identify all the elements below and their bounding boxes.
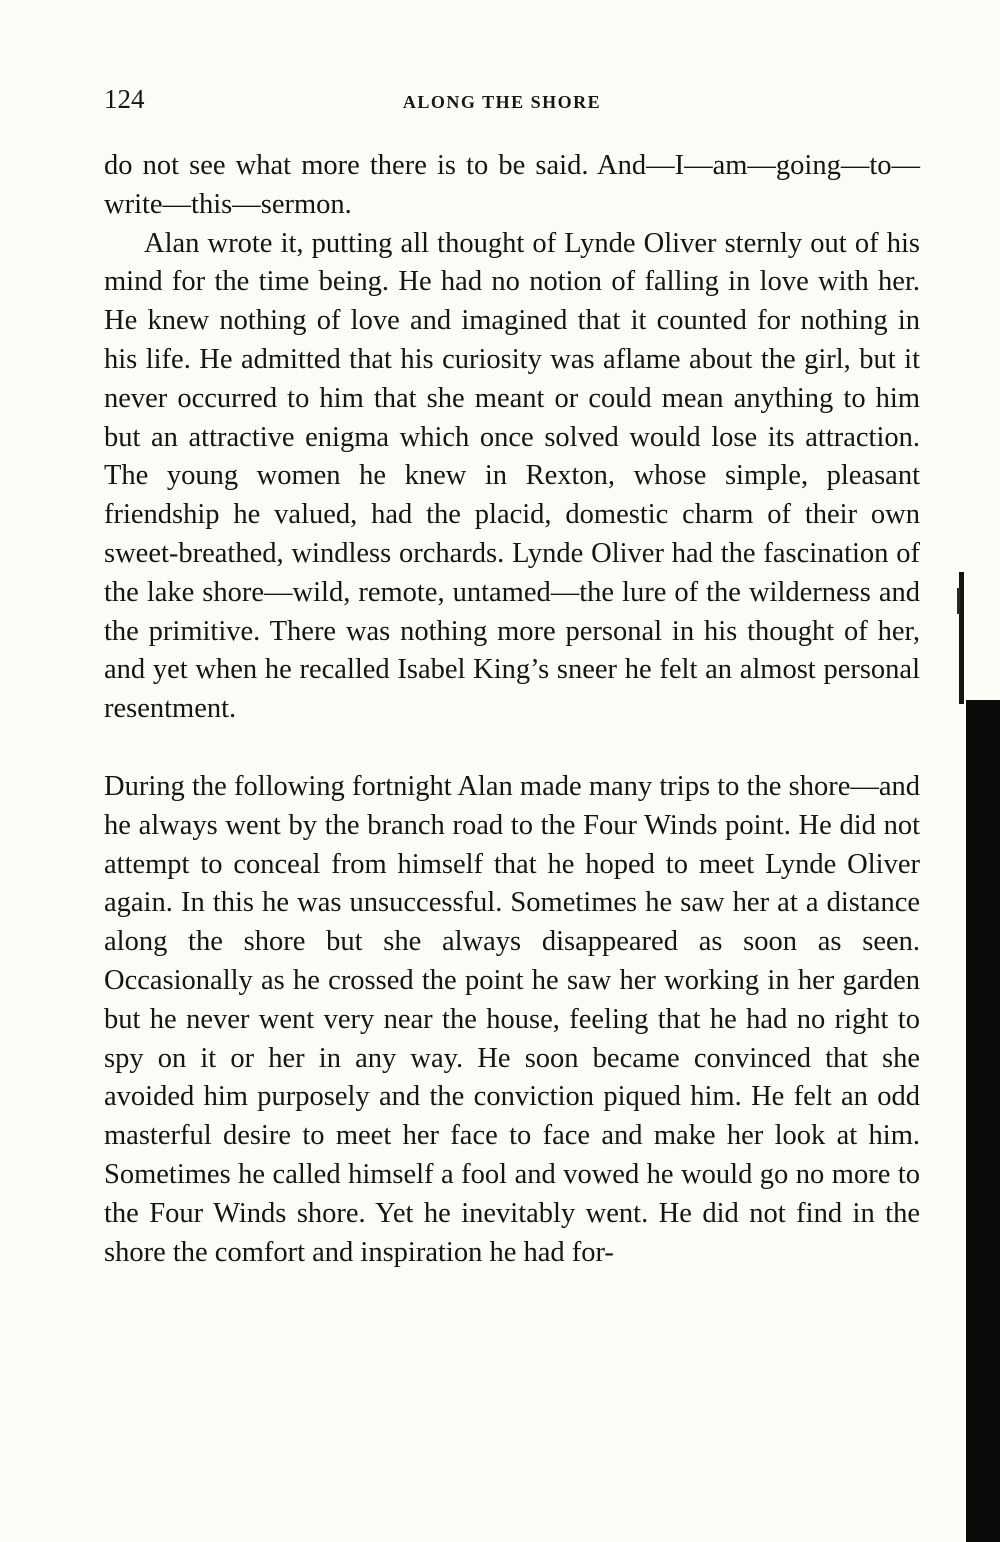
running-title: ALONG THE SHORE <box>402 92 602 112</box>
page-header <box>104 84 920 115</box>
paragraph-continuation: do not see what more there is to be said. And—I—am—going—to—write—this—sermon. <box>104 150 920 220</box>
paragraph: Alan wrote it, putting all thought of Lynde Oliver sternly out of his mind for the time being. He had no notion of falling in love with her. He knew nothing of love and imagined that it counted for nothing in his life. He admitted that his curiosity was aflame about the girl, but it never occurred to him that she meant or could mean anything to him but an attractive enigma which once solved would lose its attraction. The young women he knew in Rexton, whose simple, pleasant friendship he valued, had the placid, domestic charm of their own sweet-breathed, windless orchards. Lynde Oliver had the fascination of the lake shore—wild, remote, untamed—the lure of the wilderness and the primitive. There was nothing more personal in his thought of her, and yet when he recalled Isabel King’s sneer he felt an almost personal resentment. <box>104 227 920 725</box>
page-number: 124 <box>104 84 145 114</box>
scan-artifact-speck <box>957 588 960 614</box>
scan-artifact-bar <box>966 700 1000 1542</box>
paragraph: During the following fortnight Alan made many trips to the shore—and he always went by the branch road to the Four Winds point. He did not attempt to conceal from himself that he hoped to meet Lynde Oliver again. In this he was unsuccessful. Sometimes he saw her at a distance along the shore but she always disappeared as soon as seen. Occasionally as he crossed the point he saw her working in her garden but he never went very near the house, feeling that he had no right to spy on it or her in any way. He soon became convinced that she avoided him purposely and the conviction piqued him. He felt an odd masterful desire to meet her face to face and make her look at him. Sometimes he called himself a fool and vowed he would go no more to the Four Winds shore. Yet he inevitably went. He did not find in the shore the comfort and inspiration he had for- <box>104 770 920 1268</box>
body-text <box>104 147 920 1272</box>
